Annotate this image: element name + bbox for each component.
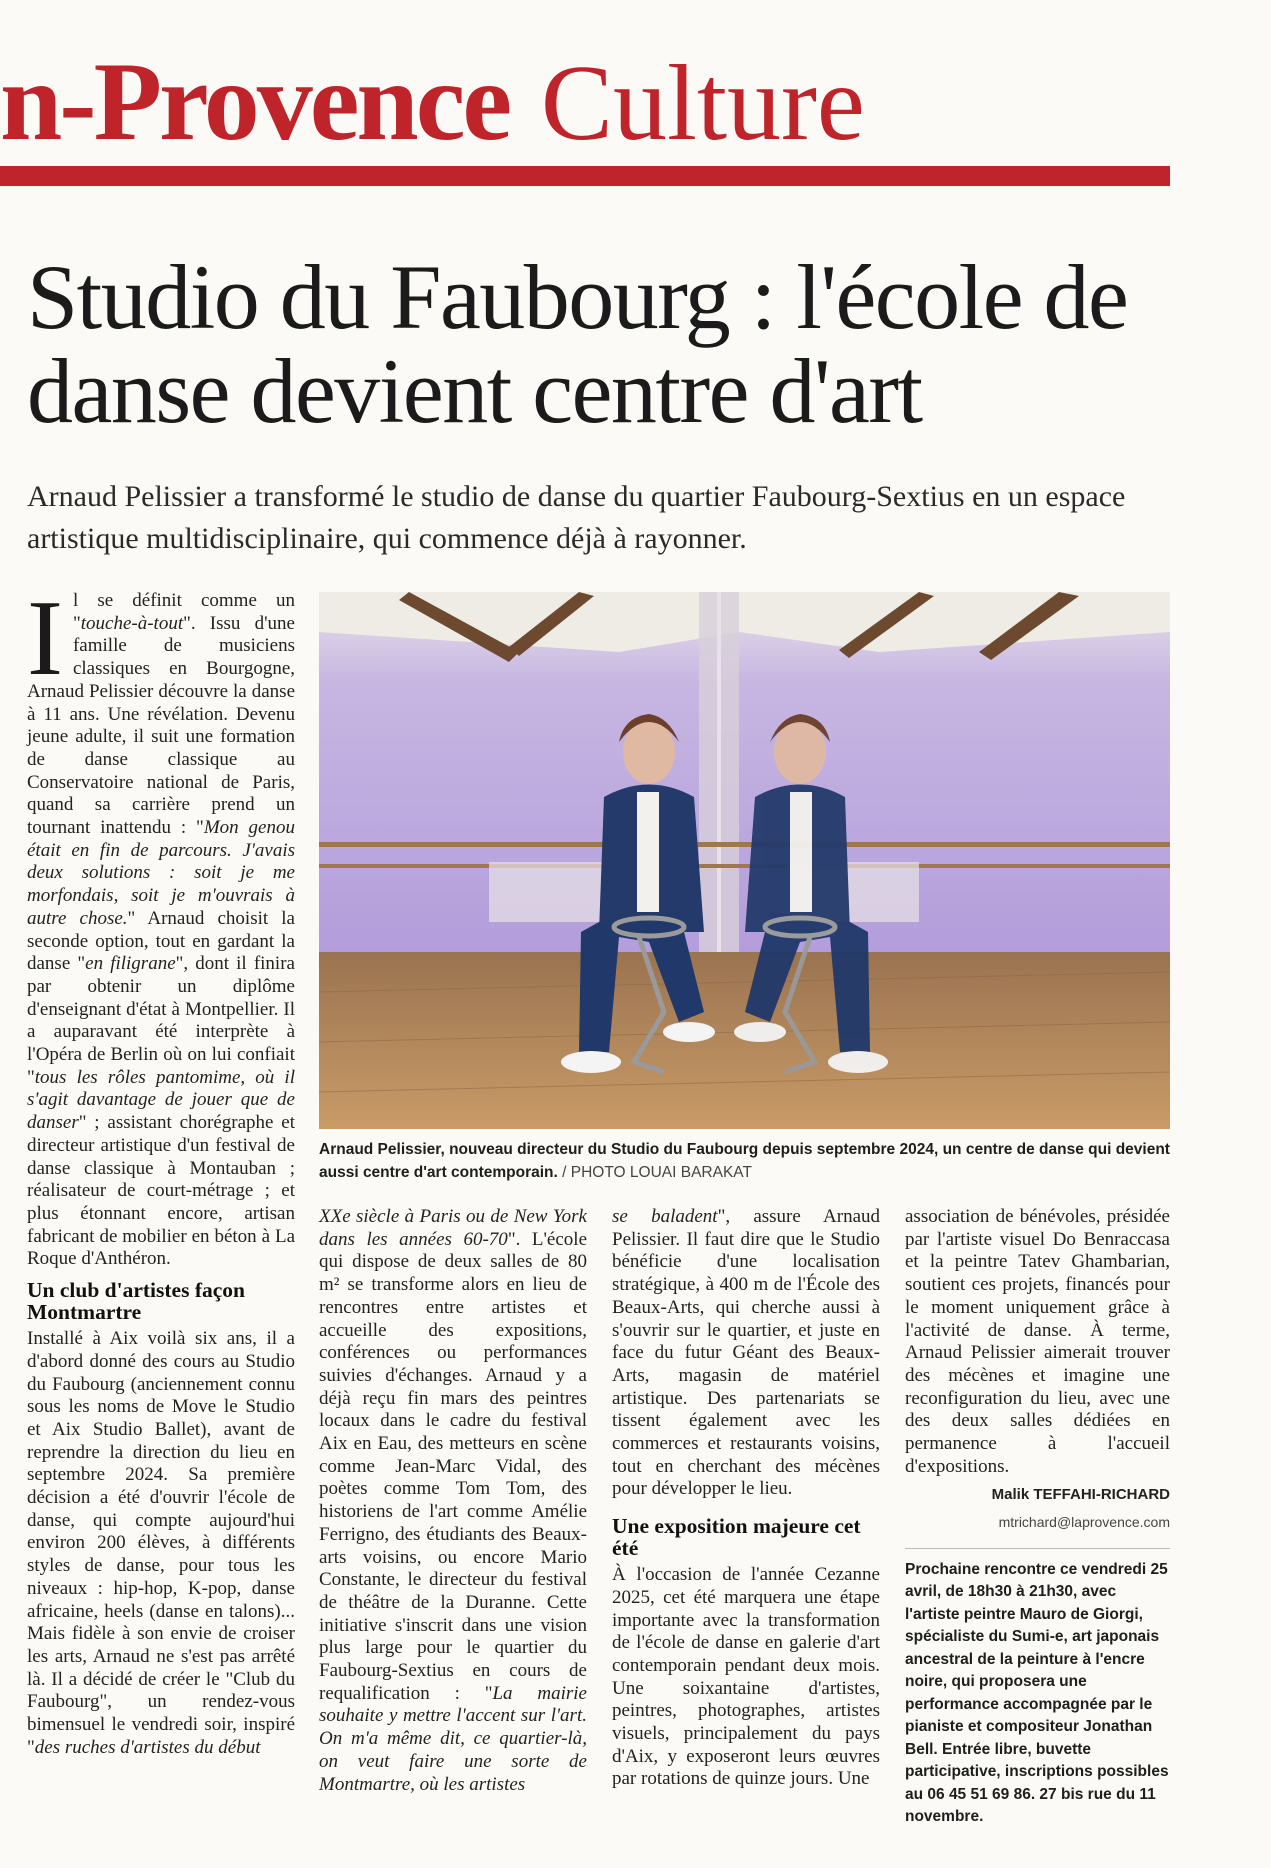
author-signature: Malik TEFFAHI-RICHARD: [991, 1486, 1170, 1504]
intro-text: l se définit comme un "touche-à-tout". Issu d'une famille de musiciens classiques en Bourgogne, Arnaud Pelissier découvre la danse à 11 ans. Une révélation. Devenu jeune adulte, il suit une formation de danse classique au Conservatoire national de Paris, quand sa carrière prend un tournant inattendu : "Mon genou était en fin de parcours. J'avais deux solutions : soit je me morfondais, soit je m'ouvrais à autre chose." Arnaud choisit la seconde option, tout en gardant la danse "en filigrane", dont il finira par obtenir un diplôme d'enseignant d'état à Montpellier. Il a auparavant été interprète à l'Opéra de Berlin où on lui confiait "tous les rôles pantomime, où il s'agit davantage de jouer que de danser" ; assistant chorégraphe et directeur artistique d'un festival de danse classique à Montauban ; réalisateur de court-métrage ; et plus étonnant encore, artisan fabricant de mobilier en béton à La Roque d'Anthéron.: [27, 590, 295, 1270]
subhead-exposition: Une exposition majeure cet été: [612, 1514, 861, 1561]
italic-quote: tous les rôles pantomime, où il s'agit davantage de jouer que de danser: [27, 1066, 295, 1134]
column-3-paragraph: se baladent", assure Arnaud Pelissier. Il faut dire que le Studio bénéficie d'une localisation stratégique, à 400 m de l'École des Beaux-Arts, qui cherche aussi à s'ouvrir sur le quartier, et juste en face du futur Géant des Beaux-Arts, magasin de matériel artistique. Des partenariats se tissent également avec les commerces et restaurants voisins, tout en cherchant des mécènes pour développer le lieu.: [612, 1206, 880, 1500]
club-paragraph: Installé à Aix voilà six ans, il a d'abord donné des cours au Studio du Faubourg (anciennement connu sous les noms de Move le Studio et Aix Studio Ballet), avant de reprendre la direction du lieu en septembre 2024. Sa première décision a été d'ouvrir l'école de danse, qui compte aujourd'hui environ 200 élèves, à différents styles de danse, pour tous les niveaux : hip-hop, K-pop, danse africaine, heels (danse en talons)... Mais fidèle à son envie de croiser les arts, Arnaud ne s'est pas arrêté là. Il a décidé de créer le "Club du Faubourg", un rendez-vous bimensuel le vendredi soir, inspiré "des ruches d'artistes du début: [27, 1328, 295, 1758]
column-2-paragraph: XXe siècle à Paris ou de New York dans les années 60-70". L'école qui dispose de deux salles de 80 m² se transforme alors en lieu de rencontres entre artistes et accueille des expositions, conférences ou performances suivies d'échanges. Arnaud y a déjà reçu fin mars des peintres locaux dans le cadre du festival Aix en Eau, des metteurs en scène comme Jean-Marc Vidal, des poètes comme Tom Tom, des historiens de l'art comme Amélie Ferrigno, des étudiants des Beaux-arts voisins, ou encore Mario Constante, le directeur du festival de théâtre de la Duranne. Cette initiative s'inscrit dans une vision plus large pour le quartier du Faubourg-Sextius en cours de requalification : "La mairie souhaite y mettre l'accent sur l'art. On m'a même dit, ce quartier-là, on veut faire une sorte de Montmartre, où les artistes: [319, 1206, 587, 1795]
headline: Studio du Faubourg : l'école de danse devient centre d'art: [27, 246, 1128, 442]
event-infobox: Prochaine rencontre ce vendredi 25 avril, de 18h30 à 21h30, avec l'artiste peintre Mauro de Giorgi, spécialiste du Sumi-e, art japonais ancestral de la peinture à l'encre noire, qui proposera une performance accompagnée par le pianiste et compositeur Jonathan Bell. Entrée libre, buvette participative, inscriptions possibles au 06 45 51 69 86. 27 bis rue du 11 novembre.: [905, 1548, 1170, 1829]
article-column-2: [319, 1206, 587, 1796]
article-column-4: [905, 1206, 1170, 1829]
italic-quote: Mon genou était en fin de parcours. J'avais deux solutions : soit je me morfondais, soit je m'ouvrais à autre chose.: [27, 817, 295, 929]
italic-quote: touche-à-tout: [80, 612, 184, 634]
italic-quote: des ruches d'artistes du début: [34, 1736, 261, 1758]
standfirst: Arnaud Pelissier a transformé le studio de danse du quartier Faubourg-Sextius en un espace artistique multidisciplinaire, qui commence déjà à rayonner.: [27, 480, 1126, 555]
column-4-paragraph: association de bénévoles, présidée par l'artiste visuel Do Benraccasa et la peintre Tatev Ghambarian, soutient ces projets, financés pour le moment uniquement grâce à l'activité de danse. À terme, Arnaud Pelissier aimerait trouver des mécènes et imagine une reconfiguration du lieu, avec une des deux salles dédiées en permanence à l'accueil d'expositions.: [905, 1206, 1170, 1477]
photo-illustration: [319, 592, 1170, 1129]
article-column-1: [27, 579, 295, 1759]
photo-credit: / PHOTO LOUAI BARAKAT: [562, 1164, 752, 1181]
masthead-rule: [0, 166, 1170, 186]
drop-cap: I: [27, 579, 63, 698]
italic-quote: La mairie souhaite y mettre l'accent sur l'art. On m'a même dit, ce quartier-là, on veut faire une sorte de Montmartre, où les artistes: [319, 1682, 587, 1795]
author-email[interactable]: mtrichard@laprovence.com: [998, 1514, 1170, 1531]
caption-text: Arnaud Pelissier, nouveau directeur du Studio du Faubourg depuis septembre 2024, un centre de danse qui devient aussi centre d'art contemporain.: [319, 1141, 1170, 1181]
italic-quote: XXe siècle à Paris ou de New York dans les années 60-70: [319, 1206, 587, 1250]
italic-quote: se baladent: [612, 1206, 718, 1227]
article-photo: [319, 592, 1170, 1129]
italic-quote: en filigrane: [85, 953, 176, 975]
article-column-3: [612, 1206, 880, 1791]
subhead-club: Un club d'artistes façon Montmartre: [27, 1278, 245, 1325]
photo-caption: [319, 1138, 1170, 1184]
exposition-paragraph: À l'occasion de l'année Cezanne 2025, cet été marquera une étape importante avec la transformation de l'école de danse en galerie d'art contemporain pendant deux mois. Une soixantaine d'artistes, peintres, photographes, artistes visuels, principalement du pays d'Aix, y exposeront leurs œuvres par rotations de quinze jours. Une: [612, 1564, 880, 1790]
section-label: Culture: [540, 44, 865, 163]
masthead: [0, 40, 1170, 164]
masthead-title: n-Provence: [0, 40, 510, 164]
intro-paragraph: [27, 579, 295, 1271]
